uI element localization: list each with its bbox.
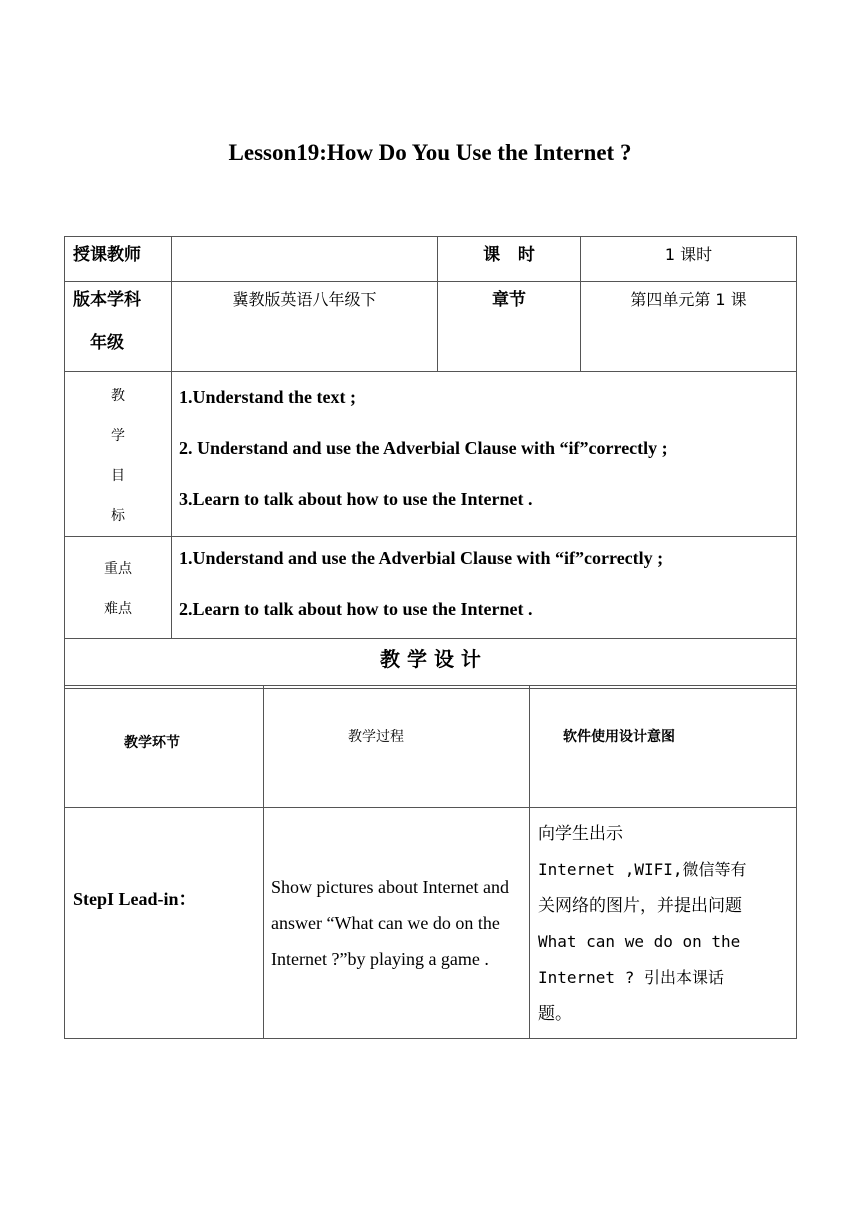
period-label-cell	[438, 237, 581, 282]
teacher-label-cell	[65, 237, 172, 282]
intent-line: 关网络的图片，并提出问题	[538, 896, 742, 916]
intent-line: Internet ,WIFI,微信等有	[538, 860, 747, 879]
teaching-design-table	[64, 685, 797, 1039]
design-header-cell	[65, 639, 797, 689]
teacher-value	[172, 237, 437, 242]
keypoint-item: 2.Learn to talk about how to use the Internet .	[179, 599, 533, 619]
keypoint-item: 1.Understand and use the Adverbial Clause with “if”correctly ;	[179, 548, 664, 568]
column-header-step-label: 教学环节	[124, 735, 180, 751]
keypoints-label-line: 难点	[104, 601, 132, 617]
column-header-intent-label: 软件使用设计意图	[563, 729, 675, 745]
step-intent	[530, 808, 796, 1032]
chapter-label: 章节	[492, 290, 526, 310]
keypoints-label-cell	[65, 537, 172, 639]
step-process: Show pictures about Internet and answer “What can we do on the Internet ?”by playing a game .	[271, 877, 509, 969]
objectives-content-cell	[172, 372, 797, 537]
objectives-label-char: 学	[111, 428, 125, 444]
objectives-label-cell	[65, 372, 172, 537]
intent-line: 向学生出示	[538, 824, 623, 844]
column-header-step	[65, 686, 264, 808]
period-value: 1 课时	[664, 245, 713, 264]
period-value-cell	[581, 237, 797, 282]
chapter-label-cell	[438, 282, 581, 372]
step-intent-cell	[530, 808, 797, 1039]
objective-item: 2. Understand and use the Adverbial Clause with “if”correctly ;	[179, 438, 668, 458]
edition-value: 冀教版英语八年级下	[232, 290, 377, 309]
lesson-info-table	[64, 236, 797, 689]
edition-label-cell	[65, 282, 172, 372]
column-header-intent	[530, 686, 797, 808]
objective-item: 3.Learn to talk about how to use the Internet .	[179, 489, 533, 509]
step-name: StepI Lead-in：	[73, 889, 197, 909]
step-process-cell	[264, 808, 530, 1039]
objective-item: 1.Understand the text ;	[179, 387, 356, 407]
teacher-label: 授课教师	[73, 245, 141, 265]
step-name-cell	[65, 808, 264, 1039]
keypoints-content-cell	[172, 537, 797, 639]
column-header-process	[264, 686, 530, 808]
page-title: Lesson19:How Do You Use the Internet ?	[228, 140, 632, 165]
teacher-value-cell	[172, 237, 438, 282]
edition-value-cell	[172, 282, 438, 372]
edition-label-line1: 版本学科	[73, 290, 141, 310]
edition-label-line2: 年级	[90, 333, 124, 353]
objectives-label	[65, 372, 171, 536]
chapter-value: 第四单元第 1 课	[630, 290, 747, 309]
intent-line: Internet ? 引出本课话	[538, 968, 724, 987]
objectives-label-char: 目	[111, 468, 125, 484]
period-label: 课 时	[483, 245, 535, 265]
keypoints-label-line: 重点	[104, 561, 132, 577]
intent-line: 题。	[538, 1004, 572, 1024]
column-header-process-label: 教学过程	[348, 729, 404, 745]
chapter-value-cell	[581, 282, 797, 372]
objectives-label-char: 标	[111, 508, 125, 524]
objectives-label-char: 教	[111, 388, 125, 404]
intent-line: What can we do on the	[538, 932, 741, 951]
design-header: 教 学 设 计	[380, 647, 481, 671]
keypoints-label	[65, 537, 171, 629]
